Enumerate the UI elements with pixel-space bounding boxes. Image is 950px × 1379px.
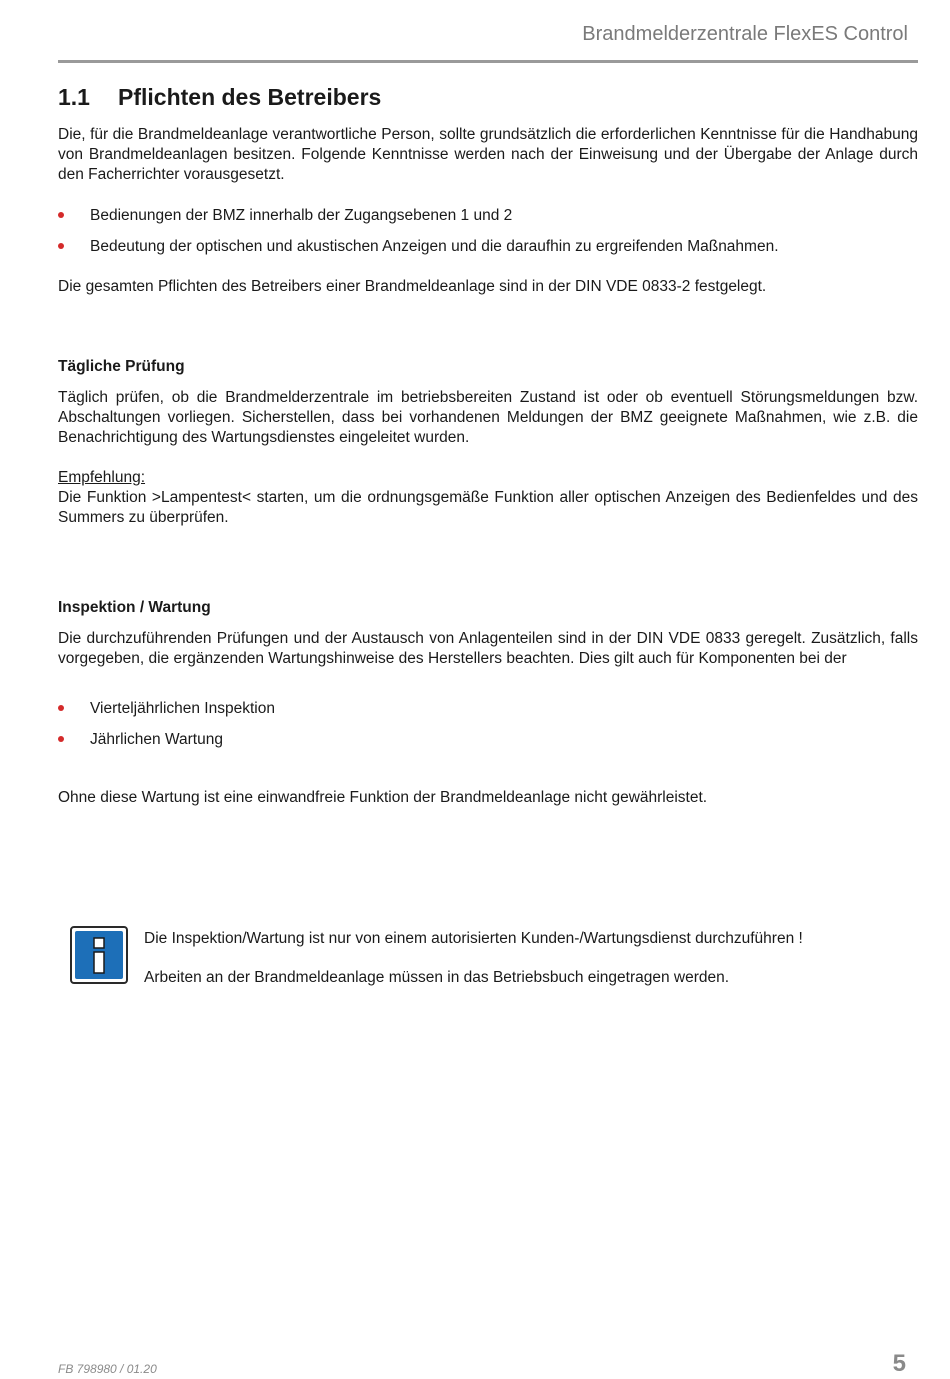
info-line-1: Die Inspektion/Wartung ist nur von einem autorisierten Kunden-/Wartungsdienst durchzuführen !: [144, 930, 803, 947]
daily-check-text: Täglich prüfen, ob die Brandmelderzentrale im betriebsbereiten Zustand ist oder ob eventuell Störungsmeldungen bzw. Abschaltungen vorliegen. Sicherstellen, dass bei vorhandenen Meldungen der BMZ geeignete Maßnahmen, wie z.B. die Benachrichtigung des Wartungsdienstes eingeleitet wurden.: [58, 389, 918, 446]
info-note: [144, 929, 918, 988]
inspection-section: [58, 598, 918, 808]
inspection-text: Die durchzuführenden Prüfungen und der Austausch von Anlagenteilen sind in der DIN VDE 0833 geregelt. Zusätzlich, falls vorgegeben, die ergänzenden Wartungshinweise des Herstellers beachten. Dies gilt auch für Komponenten bei der: [58, 630, 918, 667]
list-item: Bedeutung der optischen und akustischen Anzeigen und die daraufhin zu ergreifenden Maßnahmen.: [58, 237, 918, 257]
section-heading: [58, 82, 918, 112]
requirements-list: [58, 206, 918, 257]
daily-check-section: [58, 357, 918, 528]
daily-check-heading: Tägliche Prüfung: [58, 358, 185, 375]
bullet-icon: [58, 243, 64, 249]
document-id: FB 798980 / 01.20: [58, 1362, 157, 1376]
section-title: Pflichten des Betreibers: [118, 84, 382, 110]
page-number: 5: [892, 1350, 906, 1377]
inspection-heading: Inspektion / Wartung: [58, 599, 211, 616]
recommendation-label: Empfehlung:: [58, 469, 146, 486]
header-divider: [58, 60, 918, 63]
list-item: Jährlichen Wartung: [58, 730, 918, 750]
bullet-icon: [58, 736, 64, 742]
page-content: [58, 82, 918, 808]
bullet-icon: [58, 705, 64, 711]
document-header-title: Brandmelderzentrale FlexES Control: [582, 23, 908, 45]
bullet-icon: [58, 212, 64, 218]
recommendation-text: Die Funktion >Lampentest< starten, um die ordnungsgemäße Funktion aller optischen Anzeigen des Bedienfeldes und des Summers zu überprüfen.: [58, 489, 918, 526]
section-number: 1.1: [58, 84, 90, 110]
list-item: Vierteljährlichen Inspektion: [58, 699, 918, 719]
info-icon: [70, 926, 128, 984]
closing-note: Ohne diese Wartung ist eine einwandfreie Funktion der Brandmeldeanlage nicht gewährleistet.: [58, 789, 708, 806]
inspection-list: [58, 699, 918, 750]
din-note: Die gesamten Pflichten des Betreibers einer Brandmeldeanlage sind in der DIN VDE 0833-2 festgelegt.: [58, 278, 767, 295]
info-line-2: Arbeiten an der Brandmeldeanlage müssen in das Betriebsbuch eingetragen werden.: [144, 969, 730, 986]
list-item: Bedienungen der BMZ innerhalb der Zugangsebenen 1 und 2: [58, 206, 918, 226]
intro-paragraph: Die, für die Brandmeldeanlage verantwortliche Person, sollte grundsätzlich die erforderlichen Kenntnisse für die Handhabung von Brandmeldeanlagen besitzen. Folgende Kenntnisse werden nach der Einweisung und der Übergabe der Anlage durch den Facherrichter vorausgesetzt.: [58, 126, 918, 183]
